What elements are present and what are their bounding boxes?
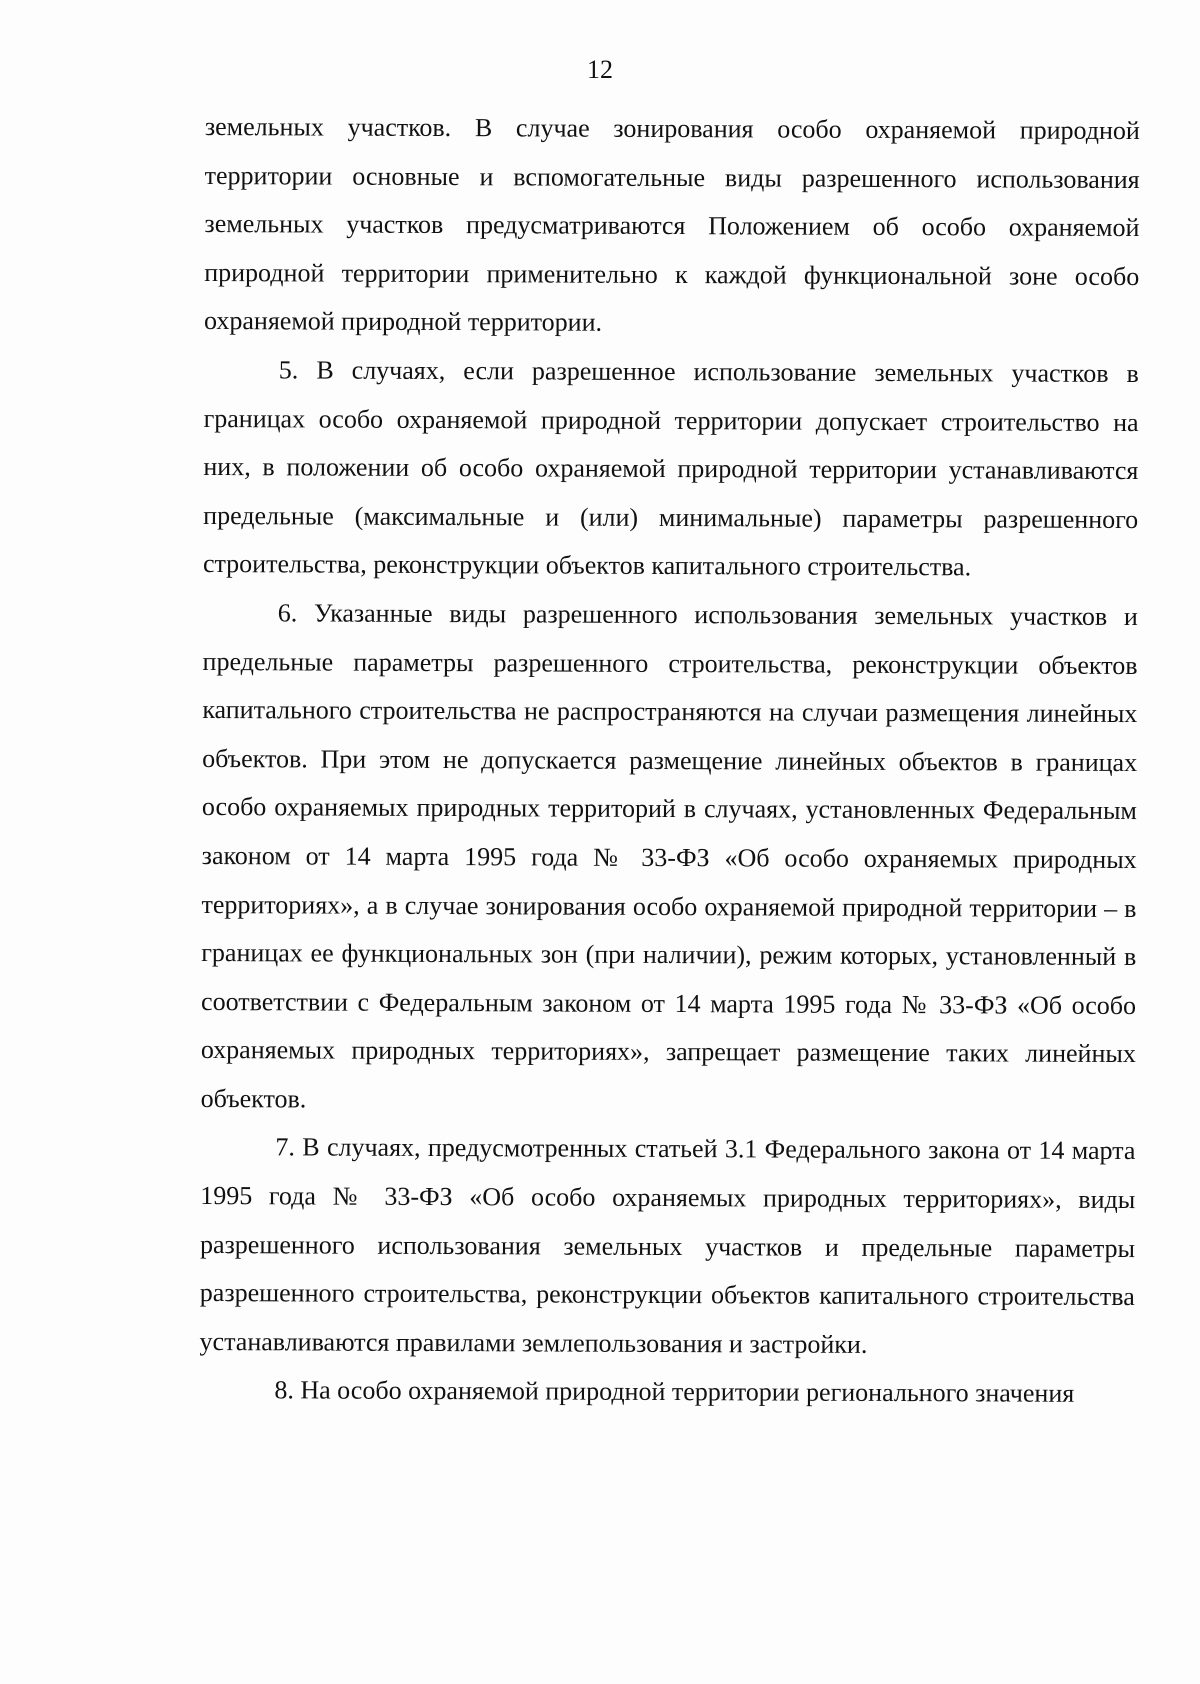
- paragraph-5: 5. В случаях, если разрешенное использование земельных участков в границах особо охраняемой природной территории допускает строительство на них, в положении об особо охраняемой природной территории устанавливаются предельные (максимальные и (или) минимальные) параметры разрешенного строительства, реконструкции объектов капитального строительства.: [202, 355, 1139, 582]
- page-number: 12: [587, 55, 613, 84]
- paragraph-6: 6. Указанные виды разрешенного использования земельных участков и предельные параметры разрешенного строительства, реконструкции объектов капитального строительства не распространяются на случаи размещения линейных объектов. При этом не допускается размещение линейных объектов в границах особо охраняемых природных территорий в случаях, установленных Федеральным законом от 14 марта 1995 года № 33-ФЗ «Об особо охраняемых природных территориях», а в случае зонирования особо охраняемой природной территории – в границах ее функциональных зон (при наличии), режим которых, установленный в соответствии с Федеральным законом от 14 марта 1995 года № 33-ФЗ «Об особо охраняемых природных территориях», запрещает размещение таких линейных объектов.: [200, 598, 1138, 1114]
- paragraph-8: 8. На особо охраняемой природной территории регионального значения: [274, 1375, 1075, 1409]
- paragraph-continuation: земельных участков. В случае зонирования особо охраняемой природной территории основные и вспомогательные виды разрешенного использования земельных участков предусматриваются Положением об особо охраняемой природной территории применительно к каждой функциональной зоне особо охраняемой природной территории.: [203, 111, 1140, 338]
- document-body: [199, 103, 1140, 1419]
- paragraph-7: 7. В случаях, предусмотренных статьей 3.1 Федерального закона от 14 марта 1995 года № 33-ФЗ «Об особо охраняемых природных территориях», виды разрешенного использования земельных участков и предельные параметры разрешенного строительства, реконструкции объектов капитального строительства устанавливаются правилами землепользования и застройки.: [199, 1132, 1136, 1359]
